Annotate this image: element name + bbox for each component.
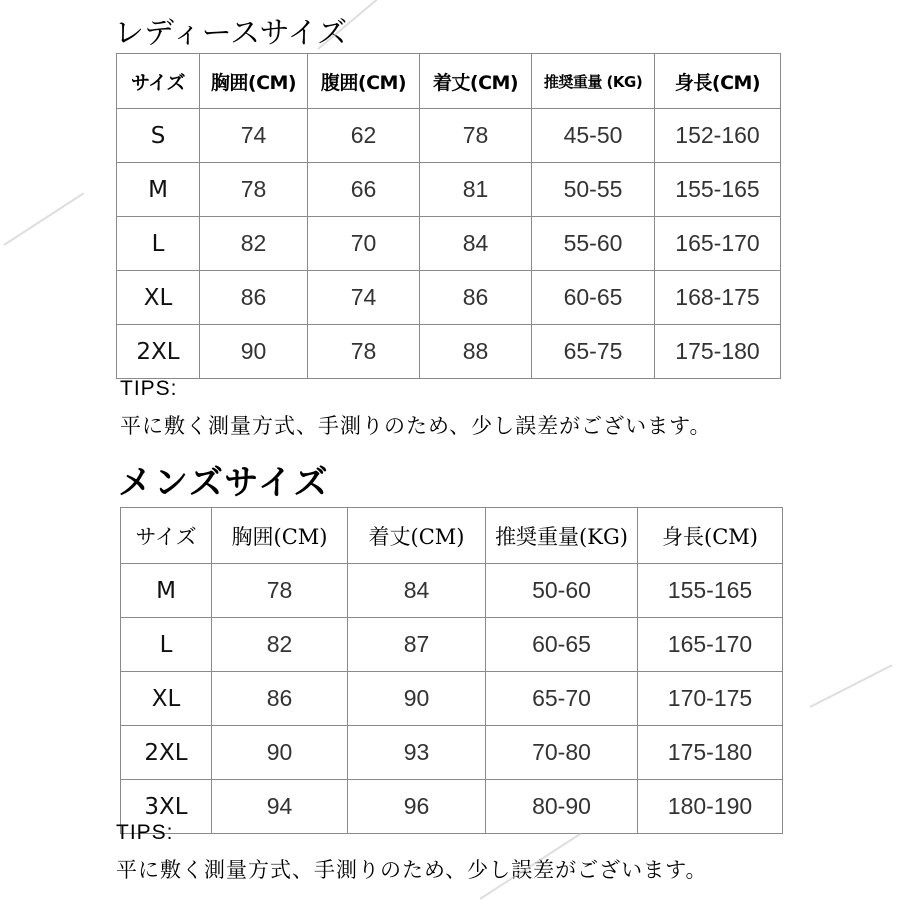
cell-height: 152-160 <box>655 109 781 163</box>
cell-length: 96 <box>348 780 486 834</box>
table-row <box>117 217 781 271</box>
cell-height: 155-165 <box>655 163 781 217</box>
cell-height: 165-170 <box>638 618 783 672</box>
table-header-row <box>117 54 781 109</box>
table-row <box>121 780 783 834</box>
cell-height: 170-175 <box>638 672 783 726</box>
header-chest: 胸囲(CM) <box>200 54 308 109</box>
mens-size-table <box>120 507 783 834</box>
header-length: 着丈(CM) <box>420 54 532 109</box>
header-waist: 腹囲(CM) <box>308 54 420 109</box>
cell-length: 90 <box>348 672 486 726</box>
cell-length: 84 <box>420 217 532 271</box>
cell-chest: 82 <box>200 217 308 271</box>
table-header-row <box>121 508 783 564</box>
cell-waist: 78 <box>308 325 420 379</box>
ladies-size-table <box>116 53 781 379</box>
cell-weight: 65-75 <box>532 325 655 379</box>
cell-waist: 66 <box>308 163 420 217</box>
cell-size: S <box>117 109 200 163</box>
cell-weight: 60-65 <box>486 618 638 672</box>
header-size: サイズ <box>121 508 212 564</box>
cell-chest: 78 <box>200 163 308 217</box>
mens-tips-label: TIPS: <box>116 821 174 844</box>
header-height: 身長(CM) <box>638 508 783 564</box>
cell-size: 3XL <box>121 780 212 834</box>
ladies-tips-text: 平に敷く測量方式、手測りのため、少し誤差がございます。 <box>120 414 712 438</box>
watermark-stroke <box>3 192 84 245</box>
ladies-size-title: レディースサイズ <box>114 16 348 51</box>
cell-weight: 70-80 <box>486 726 638 780</box>
cell-length: 93 <box>348 726 486 780</box>
table-row <box>117 325 781 379</box>
cell-size: M <box>117 163 200 217</box>
cell-weight: 50-60 <box>486 564 638 618</box>
cell-height: 165-170 <box>655 217 781 271</box>
cell-size: 2XL <box>121 726 212 780</box>
cell-chest: 74 <box>200 109 308 163</box>
cell-weight: 60-65 <box>532 271 655 325</box>
cell-waist: 62 <box>308 109 420 163</box>
table-row <box>121 672 783 726</box>
header-size: サイズ <box>117 54 200 109</box>
cell-chest: 82 <box>212 618 348 672</box>
cell-length: 86 <box>420 271 532 325</box>
header-weight: 推奨重量(KG) <box>486 508 638 564</box>
header-chest: 胸囲(CM) <box>212 508 348 564</box>
cell-size: L <box>117 217 200 271</box>
table-row <box>121 618 783 672</box>
cell-chest: 94 <box>212 780 348 834</box>
cell-length: 84 <box>348 564 486 618</box>
cell-length: 88 <box>420 325 532 379</box>
cell-weight: 55-60 <box>532 217 655 271</box>
header-length: 着丈(CM) <box>348 508 486 564</box>
table-row <box>117 271 781 325</box>
cell-waist: 70 <box>308 217 420 271</box>
cell-height: 168-175 <box>655 271 781 325</box>
cell-weight: 80-90 <box>486 780 638 834</box>
cell-size: L <box>121 618 212 672</box>
cell-height: 175-180 <box>655 325 781 379</box>
cell-chest: 78 <box>212 564 348 618</box>
header-weight: 推奨重量 (KG) <box>532 54 655 109</box>
mens-tips-text: 平に敷く測量方式、手測りのため、少し誤差がございます。 <box>116 858 708 882</box>
cell-chest: 86 <box>200 271 308 325</box>
cell-size: M <box>121 564 212 618</box>
cell-height: 180-190 <box>638 780 783 834</box>
cell-waist: 74 <box>308 271 420 325</box>
cell-size: XL <box>117 271 200 325</box>
cell-length: 78 <box>420 109 532 163</box>
cell-chest: 90 <box>200 325 308 379</box>
table-row <box>121 564 783 618</box>
header-height: 身長(CM) <box>655 54 781 109</box>
table-row <box>117 109 781 163</box>
cell-length: 87 <box>348 618 486 672</box>
table-row <box>117 163 781 217</box>
cell-length: 81 <box>420 163 532 217</box>
cell-size: XL <box>121 672 212 726</box>
ladies-tips-label: TIPS: <box>120 377 178 400</box>
cell-weight: 50-55 <box>532 163 655 217</box>
cell-weight: 65-70 <box>486 672 638 726</box>
cell-size: 2XL <box>117 325 200 379</box>
table-row <box>121 726 783 780</box>
cell-chest: 86 <box>212 672 348 726</box>
cell-chest: 90 <box>212 726 348 780</box>
mens-size-title: メンズサイズ <box>118 463 330 503</box>
cell-height: 175-180 <box>638 726 783 780</box>
cell-weight: 45-50 <box>532 109 655 163</box>
watermark-stroke <box>810 664 893 708</box>
cell-height: 155-165 <box>638 564 783 618</box>
